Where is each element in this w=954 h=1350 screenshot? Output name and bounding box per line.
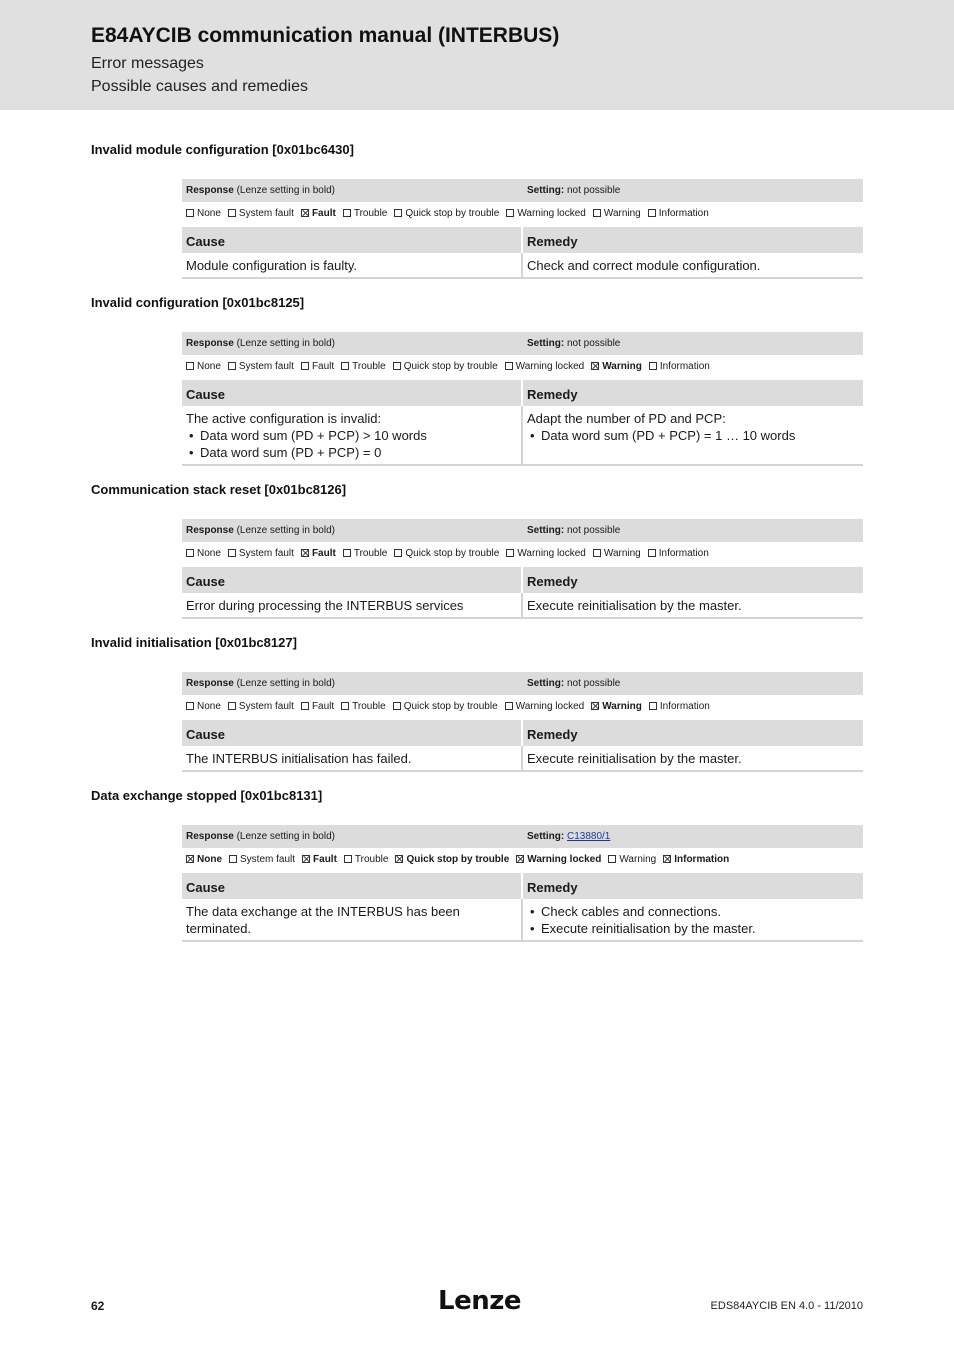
response-label <box>186 525 335 536</box>
option-label: Trouble <box>353 547 388 559</box>
option-label: Warning locked <box>527 853 602 865</box>
response-option <box>593 208 641 219</box>
empty-box-icon <box>301 362 309 370</box>
response-option <box>506 548 586 559</box>
checked-box-icon <box>186 855 194 863</box>
option-label: Warning <box>619 853 657 865</box>
error-heading: Invalid configuration [0x01bc8125] <box>91 295 305 310</box>
setting-label: Setting: <box>527 338 565 349</box>
response-header <box>182 825 863 848</box>
error-heading: Data exchange stopped [0x01bc8131] <box>91 788 323 803</box>
empty-box-icon <box>186 362 194 370</box>
cause-remedy-table <box>182 227 863 279</box>
cause-header: Cause <box>182 227 521 253</box>
response-label <box>186 185 335 196</box>
option-label: None <box>197 207 221 219</box>
response-option <box>343 548 388 559</box>
response-option <box>393 361 498 372</box>
response-options <box>182 202 863 224</box>
setting-link[interactable]: C13880/1 <box>567 831 611 842</box>
setting-info <box>527 678 620 689</box>
response-title: Response <box>186 338 234 349</box>
error-block <box>182 179 863 279</box>
cause-remedy-table <box>182 567 863 619</box>
empty-box-icon <box>229 855 237 863</box>
response-title: Response <box>186 678 234 689</box>
response-note: (Lenze setting in bold) <box>236 338 335 349</box>
response-option <box>591 701 642 712</box>
option-label: System fault <box>238 360 294 372</box>
option-label: None <box>197 853 222 865</box>
option-label: Information <box>659 360 710 372</box>
response-option <box>186 208 221 219</box>
response-option <box>186 548 221 559</box>
setting-info <box>527 338 620 349</box>
response-label <box>186 678 335 689</box>
response-label <box>186 831 335 842</box>
empty-box-icon <box>393 702 401 710</box>
page-header <box>0 0 954 110</box>
option-label: Quick stop by trouble <box>403 360 498 372</box>
page-number: 62 <box>91 1299 105 1313</box>
cause-cell <box>182 746 523 772</box>
empty-box-icon <box>186 702 194 710</box>
option-label: Fault <box>311 700 335 712</box>
option-label: Warning locked <box>515 360 585 372</box>
cause-text: Error during processing the INTERBUS services <box>186 598 464 613</box>
cause-cell <box>182 593 523 619</box>
response-option <box>505 701 585 712</box>
checked-box-icon <box>301 209 309 217</box>
response-title: Response <box>186 525 234 536</box>
response-option <box>395 854 509 865</box>
empty-box-icon <box>506 209 514 217</box>
option-label: Fault <box>311 360 335 372</box>
option-label: Warning locked <box>517 207 586 219</box>
response-option <box>186 854 222 865</box>
empty-box-icon <box>649 362 657 370</box>
option-label: Warning <box>603 547 641 559</box>
setting-info <box>527 525 620 536</box>
manual-title: E84AYCIB communication manual (INTERBUS) <box>91 24 560 47</box>
remedy-cell <box>523 899 863 942</box>
response-label <box>186 338 335 349</box>
option-label: Warning locked <box>515 700 585 712</box>
setting-value: not possible <box>567 185 621 196</box>
response-option <box>393 701 498 712</box>
empty-box-icon <box>649 702 657 710</box>
remedy-bullet: • Execute reinitialisation by the master. <box>527 920 859 937</box>
response-option <box>506 208 586 219</box>
checked-box-icon <box>591 702 599 710</box>
response-options <box>182 848 863 870</box>
option-label: Information <box>659 700 710 712</box>
checked-box-icon <box>591 362 599 370</box>
cause-text: The data exchange at the INTERBUS has been terminated. <box>186 904 460 936</box>
option-label: Warning <box>602 360 642 372</box>
response-option <box>341 701 386 712</box>
option-label: System fault <box>238 547 294 559</box>
option-label: Information <box>674 853 730 865</box>
response-option <box>301 361 334 372</box>
empty-box-icon <box>505 702 513 710</box>
error-block <box>182 519 863 619</box>
response-option <box>394 548 499 559</box>
option-label: Trouble <box>354 853 389 865</box>
response-header <box>182 179 863 202</box>
response-option <box>186 361 221 372</box>
remedy-cell <box>523 593 863 619</box>
document-reference: EDS84AYCIB EN 4.0 - 11/2010 <box>710 1300 863 1312</box>
response-option <box>301 208 336 219</box>
option-label: Quick stop by trouble <box>405 207 500 219</box>
error-block <box>182 672 863 772</box>
response-option <box>229 854 295 865</box>
empty-box-icon <box>343 549 351 557</box>
response-option <box>608 854 656 865</box>
response-header <box>182 672 863 695</box>
setting-label: Setting: <box>527 831 565 842</box>
option-label: Warning <box>602 700 642 712</box>
remedy-bullet: • Check cables and connections. <box>527 903 859 920</box>
option-label: None <box>197 547 221 559</box>
error-block <box>182 825 863 942</box>
checked-box-icon <box>301 549 309 557</box>
remedy-header: Remedy <box>523 720 863 746</box>
empty-box-icon <box>648 549 656 557</box>
empty-box-icon <box>341 362 349 370</box>
cause-bullet: • Data word sum (PD + PCP) = 0 <box>186 444 517 461</box>
empty-box-icon <box>506 549 514 557</box>
option-label: System fault <box>238 207 294 219</box>
option-label: Information <box>658 547 709 559</box>
setting-info <box>527 185 620 196</box>
option-label: Trouble <box>352 700 386 712</box>
response-option <box>649 361 710 372</box>
empty-box-icon <box>344 855 352 863</box>
response-option <box>593 548 641 559</box>
option-label: Fault <box>311 547 336 559</box>
response-note: (Lenze setting in bold) <box>236 831 335 842</box>
response-header <box>182 332 863 355</box>
option-label: Warning <box>603 207 641 219</box>
response-option <box>663 854 729 865</box>
remedy-bullet: • Data word sum (PD + PCP) = 1 … 10 words <box>527 427 859 444</box>
option-label: Information <box>658 207 709 219</box>
response-option <box>302 854 337 865</box>
option-label: Trouble <box>352 360 386 372</box>
option-label: System fault <box>238 700 294 712</box>
option-label: Quick stop by trouble <box>406 853 510 865</box>
response-title: Response <box>186 185 234 196</box>
error-heading: Invalid initialisation [0x01bc8127] <box>91 635 297 650</box>
remedy-text: Execute reinitialisation by the master. <box>527 751 742 766</box>
remedy-header: Remedy <box>523 873 863 899</box>
remedy-header: Remedy <box>523 380 863 406</box>
cause-intro: The active configuration is invalid: <box>186 411 382 426</box>
option-label: None <box>197 360 221 372</box>
cause-remedy-table <box>182 873 863 942</box>
response-note: (Lenze setting in bold) <box>236 185 335 196</box>
response-option <box>394 208 499 219</box>
option-label: Fault <box>311 207 336 219</box>
response-option <box>648 548 709 559</box>
empty-box-icon <box>593 549 601 557</box>
response-options <box>182 695 863 717</box>
chapter-title: Error messages <box>91 55 204 72</box>
cause-text: Module configuration is faulty. <box>186 258 358 273</box>
remedy-text: Execute reinitialisation by the master. <box>527 598 742 613</box>
response-header <box>182 519 863 542</box>
error-heading: Communication stack reset [0x01bc8126] <box>91 482 347 497</box>
response-options <box>182 355 863 377</box>
empty-box-icon <box>228 702 236 710</box>
setting-value: not possible <box>567 678 621 689</box>
remedy-intro: Adapt the number of PD and PCP: <box>527 411 726 426</box>
response-option <box>301 548 336 559</box>
response-option <box>228 701 294 712</box>
setting-info <box>527 831 610 842</box>
lenze-logo: Lenze <box>438 1286 521 1316</box>
cause-header: Cause <box>182 380 521 406</box>
empty-box-icon <box>301 702 309 710</box>
cause-cell <box>182 253 523 279</box>
empty-box-icon <box>608 855 616 863</box>
option-label: Warning locked <box>517 547 586 559</box>
empty-box-icon <box>228 549 236 557</box>
response-option <box>505 361 585 372</box>
error-block <box>182 332 863 466</box>
empty-box-icon <box>186 549 194 557</box>
response-option <box>301 701 334 712</box>
option-label: Quick stop by trouble <box>405 547 500 559</box>
cause-header: Cause <box>182 873 521 899</box>
setting-value: not possible <box>567 525 621 536</box>
checked-box-icon <box>395 855 403 863</box>
cause-remedy-table <box>182 720 863 772</box>
empty-box-icon <box>228 209 236 217</box>
response-option <box>648 208 709 219</box>
response-title: Response <box>186 831 234 842</box>
option-label: Quick stop by trouble <box>403 700 498 712</box>
cause-cell <box>182 406 523 466</box>
response-option <box>649 701 710 712</box>
remedy-header: Remedy <box>523 227 863 253</box>
option-label: Trouble <box>353 207 388 219</box>
checked-box-icon <box>663 855 671 863</box>
empty-box-icon <box>394 549 402 557</box>
response-option <box>341 361 386 372</box>
response-option <box>228 548 294 559</box>
response-note: (Lenze setting in bold) <box>236 678 335 689</box>
response-option <box>228 361 294 372</box>
cause-header: Cause <box>182 567 521 593</box>
empty-box-icon <box>505 362 513 370</box>
empty-box-icon <box>393 362 401 370</box>
response-option <box>344 854 389 865</box>
setting-label: Setting: <box>527 185 565 196</box>
cause-remedy-table <box>182 380 863 466</box>
response-option <box>228 208 294 219</box>
setting-value: not possible <box>567 338 621 349</box>
option-label: System fault <box>240 853 296 865</box>
response-option <box>516 854 601 865</box>
option-label: Fault <box>313 853 337 865</box>
remedy-cell <box>523 253 863 279</box>
response-note: (Lenze setting in bold) <box>236 525 335 536</box>
response-option <box>591 361 642 372</box>
cause-header: Cause <box>182 720 521 746</box>
cause-bullet: • Data word sum (PD + PCP) > 10 words <box>186 427 517 444</box>
empty-box-icon <box>341 702 349 710</box>
section-title: Possible causes and remedies <box>91 78 309 95</box>
empty-box-icon <box>648 209 656 217</box>
remedy-cell <box>523 746 863 772</box>
remedy-cell <box>523 406 863 466</box>
response-option <box>186 701 221 712</box>
remedy-text: Check and correct module configuration. <box>527 258 761 273</box>
response-option <box>343 208 388 219</box>
remedy-header: Remedy <box>523 567 863 593</box>
empty-box-icon <box>228 362 236 370</box>
checked-box-icon <box>302 855 310 863</box>
checked-box-icon <box>516 855 524 863</box>
error-heading: Invalid module configuration [0x01bc6430] <box>91 142 354 157</box>
cause-text: The INTERBUS initialisation has failed. <box>186 751 412 766</box>
option-label: None <box>197 700 221 712</box>
response-options <box>182 542 863 564</box>
empty-box-icon <box>593 209 601 217</box>
setting-label: Setting: <box>527 678 565 689</box>
setting-label: Setting: <box>527 525 565 536</box>
empty-box-icon <box>186 209 194 217</box>
empty-box-icon <box>394 209 402 217</box>
empty-box-icon <box>343 209 351 217</box>
cause-cell <box>182 899 523 942</box>
